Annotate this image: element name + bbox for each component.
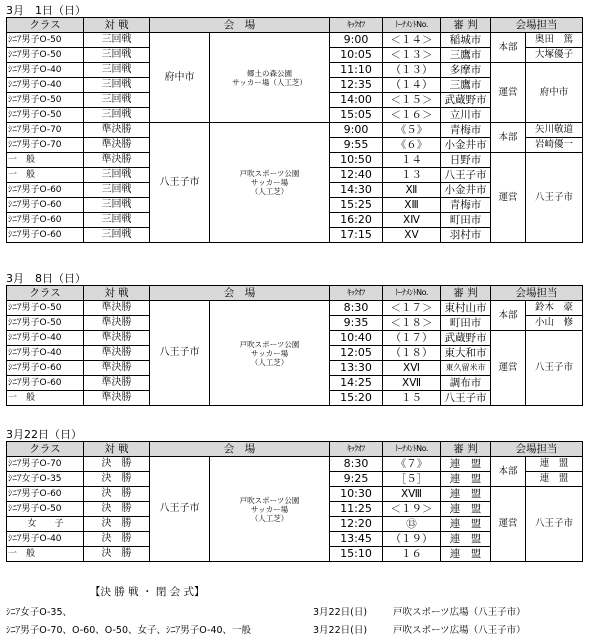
- referee-cell: 町田市: [441, 213, 491, 228]
- class-cell: ｼﾆｱ男子O-50: [7, 502, 84, 517]
- ceremony-line-2-classes: ｼﾆｱ男子O-70、O-60、O-50、女子、ｼﾆｱ男子O-40、一般: [6, 625, 252, 636]
- venue-city: 八王子市: [150, 301, 210, 406]
- referee-cell: 八王子市: [441, 391, 491, 406]
- kickoff-cell: 16:20: [330, 213, 383, 228]
- referee-cell: 八王子市: [441, 168, 491, 183]
- kickoff-cell: 12:20: [330, 517, 383, 532]
- kickoff-cell: 8:30: [330, 457, 383, 472]
- match-cell: 準決勝: [84, 331, 150, 346]
- match-cell: 三回戦: [84, 198, 150, 213]
- header-staff: 会場担当: [491, 18, 583, 33]
- schedule-section-2: [6, 272, 583, 406]
- class-cell: ｼﾆｱ男子O-60: [7, 228, 84, 243]
- staff-name: 八王子市: [526, 153, 583, 243]
- tournament-cell: ⅩⅥ: [383, 361, 441, 376]
- header-kickoff: ｷｯｸｵﾌ: [330, 286, 383, 301]
- match-cell: 三回戦: [84, 33, 150, 48]
- kickoff-cell: 9:00: [330, 123, 383, 138]
- class-cell: 一 般: [7, 547, 84, 562]
- referee-cell: 立川市: [441, 108, 491, 123]
- kickoff-cell: 13:45: [330, 532, 383, 547]
- match-cell: 準決勝: [84, 346, 150, 361]
- match-table: [6, 17, 583, 243]
- referee-cell: 多摩市: [441, 63, 491, 78]
- referee-cell: 町田市: [441, 316, 491, 331]
- kickoff-cell: 14:30: [330, 183, 383, 198]
- kickoff-cell: 9:55: [330, 138, 383, 153]
- match-cell: 準決勝: [84, 391, 150, 406]
- referee-cell: 東久留米市: [441, 361, 491, 376]
- tournament-cell: （１９）: [383, 532, 441, 547]
- ceremony-line-1-date: 3月22日(日): [313, 607, 368, 618]
- referee-cell: 青梅市: [441, 198, 491, 213]
- match-cell: 決 勝: [84, 487, 150, 502]
- ceremony-line-1-place: 戸吹スポーツ広場（八王子市）: [393, 607, 526, 618]
- class-cell: ｼﾆｱ男子O-40: [7, 63, 84, 78]
- venue-city: 八王子市: [150, 457, 210, 562]
- kickoff-cell: 12:35: [330, 78, 383, 93]
- match-cell: 三回戦: [84, 228, 150, 243]
- match-cell: 三回戦: [84, 168, 150, 183]
- class-cell: ｼﾆｱ男子O-50: [7, 316, 84, 331]
- staff-role: 本部: [491, 301, 526, 331]
- tournament-cell: ［５］: [383, 472, 441, 487]
- tournament-cell: ＜１７＞: [383, 301, 441, 316]
- match-cell: 三回戦: [84, 78, 150, 93]
- header-referee: 審 判: [441, 286, 491, 301]
- venue-facility: 郷土の森公園 サッカー場（人工芝）: [210, 33, 330, 123]
- venue-city: 八王子市: [150, 123, 210, 243]
- staff-name: 八王子市: [526, 331, 583, 406]
- header-kickoff: ｷｯｸｵﾌ: [330, 18, 383, 33]
- tournament-cell: 《７》: [383, 457, 441, 472]
- kickoff-cell: 10:05: [330, 48, 383, 63]
- kickoff-cell: 13:30: [330, 361, 383, 376]
- staff-role: 本部: [491, 457, 526, 487]
- class-cell: ｼﾆｱ男子O-50: [7, 301, 84, 316]
- header-tournament: ﾄｰﾅﾒﾝﾄNo.: [383, 18, 441, 33]
- staff-name: 八王子市: [526, 487, 583, 562]
- class-cell: ｼﾆｱ女子O-35: [7, 472, 84, 487]
- staff-role: 運営: [491, 331, 526, 406]
- match-cell: 決 勝: [84, 532, 150, 547]
- kickoff-cell: 14:25: [330, 376, 383, 391]
- class-cell: ｼﾆｱ男子O-60: [7, 198, 84, 213]
- class-cell: 一 般: [7, 153, 84, 168]
- referee-cell: 連 盟: [441, 502, 491, 517]
- class-cell: ｼﾆｱ男子O-70: [7, 138, 84, 153]
- class-cell: ｼﾆｱ男子O-70: [7, 457, 84, 472]
- tournament-cell: ⅩⅧ: [383, 487, 441, 502]
- table-header-row: [7, 286, 583, 301]
- kickoff-cell: 12:05: [330, 346, 383, 361]
- header-match: 対 戦: [84, 286, 150, 301]
- tournament-cell: 《５》: [383, 123, 441, 138]
- venue-facility: 戸吹スポーツ公園 サッカー場 （人工芝）: [210, 123, 330, 243]
- class-cell: ｼﾆｱ男子O-40: [7, 331, 84, 346]
- kickoff-cell: 10:40: [330, 331, 383, 346]
- referee-cell: 連 盟: [441, 457, 491, 472]
- staff-name: 連 盟: [526, 457, 583, 472]
- header-match: 対 戦: [84, 18, 150, 33]
- referee-cell: 連 盟: [441, 547, 491, 562]
- kickoff-cell: 12:40: [330, 168, 383, 183]
- kickoff-cell: 9:25: [330, 472, 383, 487]
- tournament-cell: （１３）: [383, 63, 441, 78]
- referee-cell: 稲城市: [441, 33, 491, 48]
- staff-role: 運営: [491, 487, 526, 562]
- tournament-cell: ⅩⅦ: [383, 376, 441, 391]
- kickoff-cell: 9:00: [330, 33, 383, 48]
- class-cell: 一 般: [7, 391, 84, 406]
- referee-cell: 羽村市: [441, 228, 491, 243]
- referee-cell: 連 盟: [441, 487, 491, 502]
- referee-cell: 日野市: [441, 153, 491, 168]
- header-venue: 会 場: [150, 18, 330, 33]
- tournament-cell: ＜１５＞: [383, 93, 441, 108]
- header-staff: 会場担当: [491, 442, 583, 457]
- class-cell: ｼﾆｱ男子O-40: [7, 346, 84, 361]
- match-cell: 決 勝: [84, 502, 150, 517]
- match-cell: 準決勝: [84, 153, 150, 168]
- class-cell: 一 般: [7, 168, 84, 183]
- class-cell: ｼﾆｱ男子O-50: [7, 33, 84, 48]
- match-cell: 三回戦: [84, 93, 150, 108]
- kickoff-cell: 11:10: [330, 63, 383, 78]
- header-class: クラス: [7, 286, 84, 301]
- kickoff-cell: 15:20: [330, 391, 383, 406]
- kickoff-cell: 15:25: [330, 198, 383, 213]
- referee-cell: 連 盟: [441, 532, 491, 547]
- ceremony-line-2-place: 戸吹スポーツ広場（八王子市）: [393, 625, 526, 636]
- match-cell: 準決勝: [84, 301, 150, 316]
- class-cell: ｼﾆｱ男子O-60: [7, 487, 84, 502]
- class-cell: ｼﾆｱ男子O-60: [7, 361, 84, 376]
- staff-name: 矢川敬道: [526, 123, 583, 138]
- match-cell: 三回戦: [84, 213, 150, 228]
- match-cell: 準決勝: [84, 316, 150, 331]
- referee-cell: 三鷹市: [441, 78, 491, 93]
- tournament-cell: ⅩⅢ: [383, 198, 441, 213]
- match-cell: 準決勝: [84, 123, 150, 138]
- match-cell: 三回戦: [84, 63, 150, 78]
- tournament-cell: １３: [383, 168, 441, 183]
- class-cell: ｼﾆｱ男子O-60: [7, 376, 84, 391]
- kickoff-cell: 15:05: [330, 108, 383, 123]
- match-cell: 準決勝: [84, 376, 150, 391]
- match-table: [6, 441, 583, 562]
- referee-cell: 連 盟: [441, 517, 491, 532]
- header-venue: 会 場: [150, 442, 330, 457]
- tournament-cell: １４: [383, 153, 441, 168]
- match-cell: 三回戦: [84, 108, 150, 123]
- class-cell: ｼﾆｱ男子O-50: [7, 48, 84, 63]
- referee-cell: 連 盟: [441, 472, 491, 487]
- referee-cell: 東大和市: [441, 346, 491, 361]
- match-cell: 三回戦: [84, 183, 150, 198]
- header-tournament: ﾄｰﾅﾒﾝﾄNo.: [383, 442, 441, 457]
- match-cell: 三回戦: [84, 48, 150, 63]
- tournament-cell: ⅩⅣ: [383, 213, 441, 228]
- header-tournament: ﾄｰﾅﾒﾝﾄNo.: [383, 286, 441, 301]
- match-cell: 決 勝: [84, 472, 150, 487]
- staff-role: 本部: [491, 123, 526, 153]
- tournament-cell: ＜１４＞: [383, 33, 441, 48]
- kickoff-cell: 11:25: [330, 502, 383, 517]
- schedule-section-3: [6, 428, 583, 562]
- class-cell: ｼﾆｱ男子O-50: [7, 93, 84, 108]
- staff-name: 連 盟: [526, 472, 583, 487]
- staff-role: 運営: [491, 153, 526, 243]
- class-cell: ｼﾆｱ男子O-40: [7, 532, 84, 547]
- kickoff-cell: 14:00: [330, 93, 383, 108]
- schedule-section-1: [6, 4, 583, 243]
- class-cell: 女 子: [7, 517, 84, 532]
- match-cell: 準決勝: [84, 361, 150, 376]
- venue-facility: 戸吹スポーツ公園 サッカー場 （人工芝）: [210, 301, 330, 406]
- table-row: [7, 457, 583, 472]
- match-cell: 準決勝: [84, 138, 150, 153]
- match-table: [6, 285, 583, 406]
- staff-role: 本部: [491, 33, 526, 63]
- venue-city: 府中市: [150, 33, 210, 123]
- class-cell: ｼﾆｱ男子O-70: [7, 123, 84, 138]
- staff-name: 小山 修: [526, 316, 583, 331]
- match-cell: 決 勝: [84, 517, 150, 532]
- venue-facility: 戸吹スポーツ公園 サッカー場 （人工芝）: [210, 457, 330, 562]
- tournament-cell: ⑬: [383, 517, 441, 532]
- match-cell: 決 勝: [84, 547, 150, 562]
- tournament-cell: Ⅻ: [383, 183, 441, 198]
- referee-cell: 武蔵野市: [441, 93, 491, 108]
- referee-cell: 小金井市: [441, 138, 491, 153]
- kickoff-cell: 10:50: [330, 153, 383, 168]
- section-date: 3月 8日（日）: [6, 272, 86, 285]
- class-cell: ｼﾆｱ男子O-60: [7, 213, 84, 228]
- section-date: 3月 1日（日）: [6, 4, 86, 17]
- referee-cell: 小金井市: [441, 183, 491, 198]
- referee-cell: 武蔵野市: [441, 331, 491, 346]
- tournament-cell: １６: [383, 547, 441, 562]
- class-cell: ｼﾆｱ男子O-60: [7, 183, 84, 198]
- staff-name: 鈴木 豪: [526, 301, 583, 316]
- section-date: 3月22日（日）: [6, 428, 82, 441]
- kickoff-cell: 9:35: [330, 316, 383, 331]
- staff-role: 運営: [491, 63, 526, 123]
- kickoff-cell: 15:10: [330, 547, 383, 562]
- class-cell: ｼﾆｱ男子O-50: [7, 108, 84, 123]
- match-cell: 決 勝: [84, 457, 150, 472]
- table-row: [7, 33, 583, 48]
- ceremony-line-2-date: 3月22日(日): [313, 625, 368, 636]
- kickoff-cell: 8:30: [330, 301, 383, 316]
- header-referee: 審 判: [441, 442, 491, 457]
- staff-name: 府中市: [526, 63, 583, 123]
- referee-cell: 調布市: [441, 376, 491, 391]
- tournament-cell: （１４）: [383, 78, 441, 93]
- tournament-cell: ＜１９＞: [383, 502, 441, 517]
- staff-name: 岩崎優一: [526, 138, 583, 153]
- header-referee: 審 判: [441, 18, 491, 33]
- tournament-cell: 《６》: [383, 138, 441, 153]
- tournament-cell: （１８）: [383, 346, 441, 361]
- table-row: [7, 301, 583, 316]
- header-kickoff: ｷｯｸｵﾌ: [330, 442, 383, 457]
- header-staff: 会場担当: [491, 286, 583, 301]
- table-header-row: [7, 442, 583, 457]
- tournament-cell: ⅩⅤ: [383, 228, 441, 243]
- tournament-cell: １５: [383, 391, 441, 406]
- referee-cell: 三鷹市: [441, 48, 491, 63]
- tournament-cell: ＜１３＞: [383, 48, 441, 63]
- staff-name: 奥田 篤: [526, 33, 583, 48]
- tournament-cell: ＜１６＞: [383, 108, 441, 123]
- ceremony-heading: 【決 勝 戦 ・ 閉 会 式】: [90, 586, 205, 598]
- ceremony-line-1-classes: ｼﾆｱ女子O-35、: [6, 607, 73, 618]
- kickoff-cell: 10:30: [330, 487, 383, 502]
- tournament-cell: ＜１８＞: [383, 316, 441, 331]
- header-venue: 会 場: [150, 286, 330, 301]
- referee-cell: 青梅市: [441, 123, 491, 138]
- header-class: クラス: [7, 18, 84, 33]
- kickoff-cell: 17:15: [330, 228, 383, 243]
- table-header-row: [7, 18, 583, 33]
- class-cell: ｼﾆｱ男子O-40: [7, 78, 84, 93]
- header-match: 対 戦: [84, 442, 150, 457]
- tournament-cell: （１７）: [383, 331, 441, 346]
- staff-name: 大塚優子: [526, 48, 583, 63]
- table-row: [7, 123, 583, 138]
- header-class: クラス: [7, 442, 84, 457]
- referee-cell: 東村山市: [441, 301, 491, 316]
